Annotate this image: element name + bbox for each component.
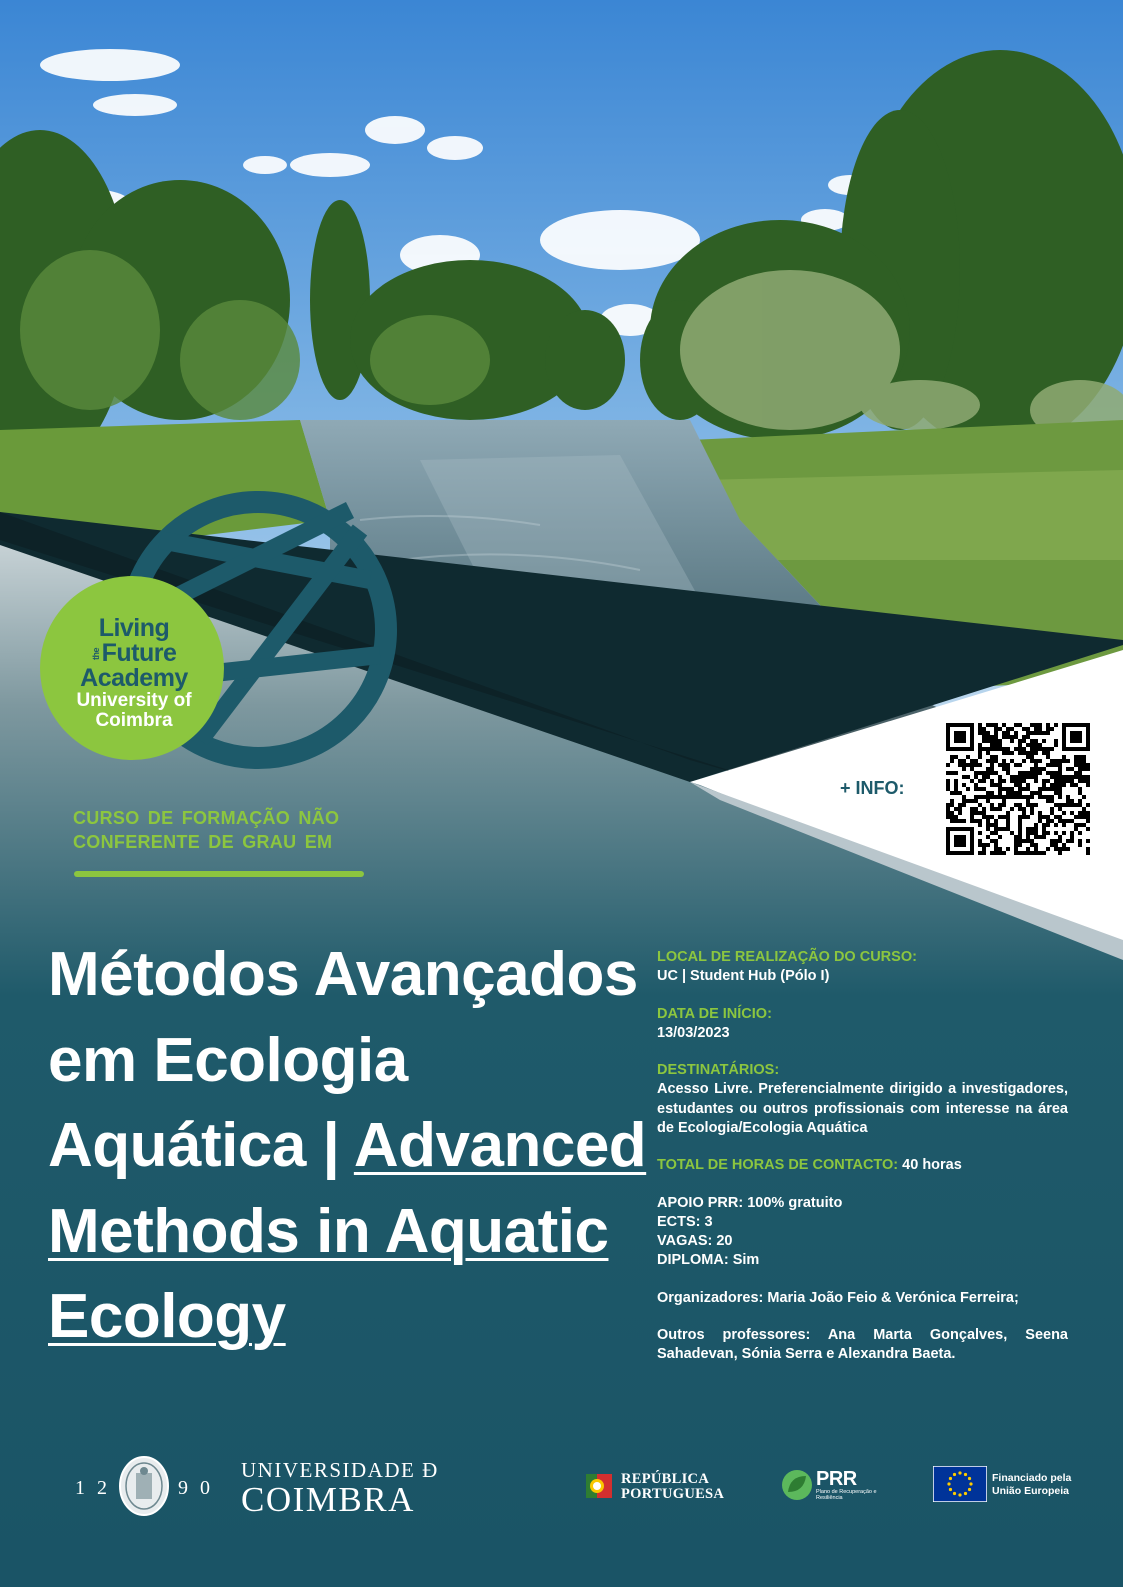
eu-line2: União Europeia xyxy=(992,1485,1070,1498)
prr-subtitle: Plano de Recuperação e Resiliência xyxy=(816,1489,877,1502)
hours-value: 40 horas xyxy=(902,1157,962,1174)
course-type-line2: CONFERENTE DE GRAU EM xyxy=(73,832,333,853)
uc-year-left: 12 xyxy=(75,1477,119,1499)
uc-year-right: 90 xyxy=(178,1477,222,1499)
local-value: UC | Student Hub (Pólo I) xyxy=(657,968,830,985)
rp-line1: REPÚBLICA xyxy=(621,1471,710,1487)
logo-the: the xyxy=(90,648,101,661)
logo-university: University of xyxy=(76,690,192,711)
vagas-value: VAGAS: 20 xyxy=(657,1233,733,1250)
logo-coimbra: Coimbra xyxy=(95,709,173,731)
rp-line2: PORTUGUESA xyxy=(621,1486,725,1503)
title-english-link[interactable]: Advanced Methods in Aquatic Ecology xyxy=(48,1111,647,1352)
logo-academy: Academy xyxy=(80,664,188,692)
diploma-value: DIPLOMA: Sim xyxy=(657,1252,760,1269)
apoio-value: APOIO PRR: 100% gratuito xyxy=(657,1194,843,1211)
green-divider xyxy=(74,871,364,877)
uc-seal-icon xyxy=(118,1455,170,1517)
course-type-line1: CURSO DE FORMAÇÃO NÃO xyxy=(73,808,340,828)
logo-living: Living xyxy=(98,614,170,642)
uc-logo-text xyxy=(241,1460,439,1517)
ects-value: ECTS: 3 xyxy=(657,1213,713,1230)
audience-label: DESTINATÁRIOS: xyxy=(657,1062,780,1079)
academy-logo-text xyxy=(44,616,224,731)
uc-line1: UNIVERSIDADE Ð xyxy=(241,1458,439,1482)
teachers-value: Outros professores: Ana Marta Gonçalves, Seena Sahadevan, Sónia Serra e Alexandra Baeta. xyxy=(657,1326,1068,1363)
uc-line2: COIMBRA xyxy=(241,1480,415,1519)
qr-code-icon[interactable] xyxy=(946,723,1090,855)
audience-value: Acesso Livre. Preferencialmente dirigido a investigadores, estudantes ou outros profissionais com interesse na área de Ecologia/Ecologia Aquática xyxy=(657,1081,1068,1136)
info-label: + INFO: xyxy=(840,778,905,798)
hours-label: TOTAL DE HORAS DE CONTACTO: xyxy=(657,1157,899,1174)
eu-flag-icon xyxy=(933,1466,987,1502)
title-portuguese: Métodos Avançados em Ecologia Aquática | xyxy=(48,940,638,1181)
course-details xyxy=(657,948,1068,1365)
course-title xyxy=(48,932,648,1360)
course-type-label xyxy=(73,806,383,855)
date-value: 13/03/2023 xyxy=(657,1024,730,1041)
eu-funding-text xyxy=(992,1472,1071,1498)
date-label: DATA DE INÍCIO: xyxy=(657,1005,772,1022)
eu-line1: Financiado pela xyxy=(992,1472,1072,1484)
organizers-value: Organizadores: Maria João Feio & Verónica Ferreira; xyxy=(657,1289,1019,1306)
republica-portuguesa-logo xyxy=(621,1472,724,1502)
portugal-emblem-icon xyxy=(584,1468,614,1504)
prr-name: PRR xyxy=(816,1468,857,1490)
local-label: LOCAL DE REALIZAÇÃO DO CURSO: xyxy=(657,949,917,965)
logo-future: Future xyxy=(101,639,177,667)
prr-leaf-icon xyxy=(780,1468,814,1502)
